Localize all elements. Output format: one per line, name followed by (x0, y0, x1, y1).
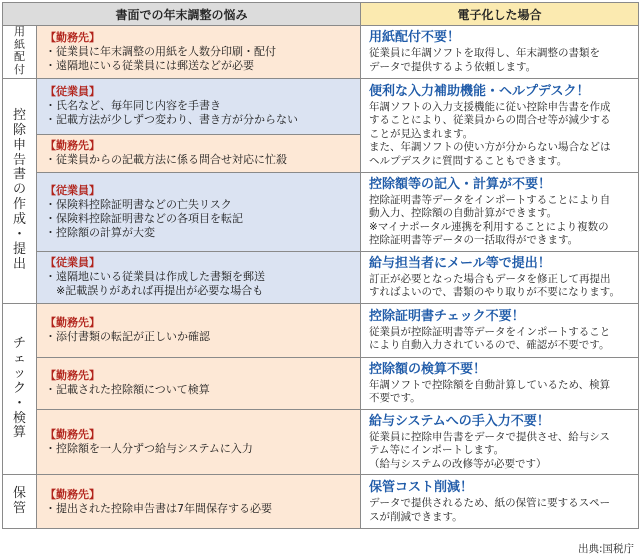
problem-line: ・記載された控除額について検算 (45, 383, 210, 397)
problem-line: ※記載誤りがあれば再提出が必要な場合も (45, 284, 264, 298)
solution-title: 控除額の検算不要！ (369, 361, 487, 377)
problem-line: ・控除額の計算が大変 (45, 225, 155, 239)
category-creation-submission: 控 除 申 告 書 の 作 成 ・ 提 出 (3, 78, 37, 303)
role-label: 【勤務先】 (45, 428, 100, 442)
role-label: 【勤務先】 (45, 316, 100, 330)
solution-cell (361, 409, 639, 475)
problem-cell (37, 357, 361, 409)
role-label: 【従業員】 (45, 85, 100, 99)
solution-text: 控除証明書等データをインポートすることにより自 動入力、控除額の自動計算ができます。 ※マイナポータル連携を利用することにより複数の 控除証明書等データの一括取得ができます。 (369, 193, 611, 247)
solution-title: 保管コスト削減！ (369, 480, 474, 496)
solution-cell (361, 26, 639, 79)
problem-cell (37, 134, 361, 172)
solution-cell (361, 357, 639, 409)
solution-cell (361, 475, 639, 529)
problem-cell (37, 172, 361, 251)
comparison-table-wrapper (2, 2, 638, 529)
problem-cell (37, 409, 361, 475)
table-row (3, 475, 639, 529)
problem-line: ・控除額を一人分ずつ給与システムに入力 (45, 442, 253, 456)
table-row (3, 78, 639, 134)
category-storage: 保 管 (3, 475, 37, 529)
role-label: 【従業員】 (45, 256, 100, 270)
table-row (3, 26, 639, 79)
problem-cell (37, 303, 361, 357)
table-row (3, 172, 639, 251)
solution-cell (361, 251, 639, 303)
solution-cell (361, 172, 639, 251)
table-row (3, 409, 639, 475)
problem-cell (37, 475, 361, 529)
solution-cell (361, 303, 639, 357)
problem-line: ・従業員からの記載方法に係る問合せ対応に忙殺 (45, 153, 287, 167)
problem-line: ・保険料控除証明書などの各項目を転記 (45, 211, 243, 225)
category-paper-distribution: 用 紙 配 付 (3, 26, 37, 79)
solution-title: 控除額等の記入・計算が不要！ (369, 176, 552, 192)
problem-line: ・保険料控除証明書などの亡失リスク (45, 197, 232, 211)
solution-text: 従業員が控除証明書等データをインポートすること により自動入力されているので、確認が不要です。 (369, 325, 611, 352)
role-label: 【勤務先】 (45, 369, 100, 383)
solution-text: 従業員に控除申告書をデータで提供させ、給与シス テム等にインポートします。 （給与システムの改修等が必要です） (369, 430, 610, 470)
solution-text: データで提供されるため、紙の保管に要するスペー スが削減できます。 (369, 497, 611, 523)
problem-line: ・従業員に年末調整の用紙を人数分印刷・配付 (45, 44, 276, 58)
header-digital-solution: 電子化した場合 (361, 3, 639, 26)
solution-text: 年調ソフトで控除額を自動計算しているため、検算 不要です。 (369, 378, 611, 405)
problem-cell (37, 251, 361, 303)
solution-title: 控除証明書チェック不要！ (369, 308, 525, 324)
solution-cell (361, 78, 639, 172)
solution-title: 便利な入力補助機能・ヘルプデスク！ (369, 83, 590, 99)
solution-title: 給与担当者にメール等で提出！ (369, 255, 551, 271)
solution-text: 訂正が必要となった場合もデータを修正して再提出 すればよいので、書類のやり取りが不要になります。 (369, 272, 620, 299)
role-label: 【従業員】 (45, 183, 100, 197)
role-label: 【勤務先】 (45, 30, 100, 44)
category-check-verification: チ ェ ッ ク ・ 検 算 (3, 303, 37, 475)
problem-line: ・添付書類の転記が正しいか確認 (45, 330, 210, 344)
role-label: 【勤務先】 (45, 487, 100, 501)
solution-text: 年調ソフトの入力支援機能に従い控除申告書を作成 することにより、従業員からの問合せ等が減少する ことが見込まれます。 また、年調ソフトの使い方が分からない場合などは ヘルプデスクに質問することもできます。 (369, 100, 611, 167)
comparison-table (2, 2, 639, 529)
problem-line: ・提出された控除申告書は7年間保存する必要 (45, 501, 272, 515)
solution-title: 給与システムへの手入力不要！ (369, 413, 550, 429)
solution-text: 従業員に年調ソフトを取得し、年末調整の書類を データで提供するよう依頼します。 (369, 47, 601, 73)
header-paper-problems: 書面での年末調整の悩み (3, 3, 361, 26)
problem-line: ・遠隔地にいる従業員には郵送などが必要 (45, 58, 254, 72)
role-label: 【勤務先】 (45, 139, 100, 153)
source-credit: 出典:国税庁 (577, 543, 634, 555)
table-row (3, 357, 639, 409)
problem-cell (37, 78, 361, 134)
table-header-row (3, 3, 639, 26)
problem-cell (37, 26, 361, 79)
table-row (3, 303, 639, 357)
problem-line: ・記載方法が少しずつ変わり、書き方が分からない (45, 113, 298, 127)
problem-line: ・遠隔地にいる従業員は作成した書類を郵送 (45, 270, 265, 284)
problem-line: ・氏名など、毎年同じ内容を手書き (45, 99, 221, 113)
solution-title: 用紙配付不要！ (369, 30, 461, 46)
table-row (3, 251, 639, 303)
